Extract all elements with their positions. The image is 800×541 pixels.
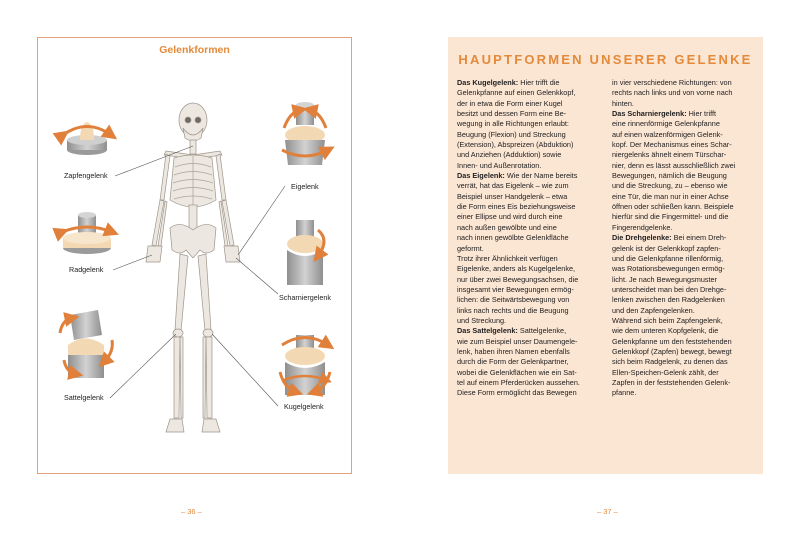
text-line: lenk, haben ihren Namen ebenfalls [457,346,570,356]
wheel-joint-icon [62,212,112,254]
section-heading: Das Eigelenk: [457,171,505,181]
text-line: links nach rechts und die Beugung [457,305,569,315]
section-heading: Die Drehgelenke: [612,233,672,243]
label-zapfengelenk: Zapfengelenk [64,171,108,180]
text-line: Die Drehgelenke: Bei einem Dreh- [612,233,727,243]
text-line: öffnen oder schließen kann. Beispiele [612,202,734,212]
text-column-left [457,78,607,399]
page-number-left: – 36 – [181,507,202,516]
text-line: Während sich beim Zapfengelenk, [612,315,723,325]
text-line: und Anziehen (Adduktion) sowie [457,150,562,160]
page-number-right: – 37 – [597,507,618,516]
text-line: Diese Form ermöglicht das Bewegen [457,388,577,398]
text-line: auf einen walzenförmigen Gelenk- [612,129,723,139]
saddle-joint-icon [60,310,112,378]
text-line: besitzt und dessen Form eine Be- [457,109,567,119]
text-line: eine rinnenförmige Gelenkpfanne [612,119,720,129]
text-line: rechts nach links und von vorne nach [612,88,733,98]
text-line: Bewegungen, nämlich die Beugung [612,171,727,181]
text-line: lenken zwischen den Radgelenken [612,295,725,305]
text-line: kopf. Der Mechanismus eines Schar- [612,140,732,150]
text-line: Beugung (Flexion) und Streckung [457,129,566,139]
text-line: was Rotationsbewegungen ermög- [612,264,725,274]
text-line: Ellen-Speichen-Gelenk zählt, der [612,367,719,377]
hinge-joint-icon [287,220,324,285]
text-line: Eigelenke, anders als Kugelgelenke, [457,264,576,274]
text-line: und die Gelenkpfanne rillenförmig, [612,253,724,263]
text-line: gelenk ist der Gelenkkopf zapfen- [612,243,721,253]
text-line: nach außen gewölbte und eine [457,222,557,232]
text-line: wie dem unteren Kopfgelenk, die [612,326,719,336]
text-line: niergelenks ähnelt einem Türschar- [612,150,727,160]
text-line: Das Eigelenk: Wie der Name bereits [457,171,578,181]
label-eigelenk: Eigelenk [291,182,319,191]
text-line: einer Ellipse und wird durch eine [457,212,563,222]
text-line: durch die Form der Gelenkpartner, [457,357,569,367]
text-line: und die Streckung, zu – ebenso wie [612,181,728,191]
text-line: (Extension), Abspreizen (Abduktion) [457,140,574,150]
text-line: unterscheidet man bei den Drehge- [612,284,727,294]
text-line: pfanne. [612,388,637,398]
section-heading: Das Sattelgelenk: [457,326,518,336]
label-kugelgelenk: Kugelgelenk [284,402,324,411]
text-column-right [612,78,762,399]
text-line: Gelenkpfanne um den feststehenden [612,336,732,346]
text-line: Gelenkkopf (Zapfen) bewegt, bewegt [612,346,732,356]
text-line: und Streckung. [457,315,507,325]
label-sattelgelenk: Sattelgelenk [64,393,104,402]
text-line: wobei die Gelenkflächen wie ein Sat- [457,367,577,377]
text-line: Zapfen in der feststehenden Gelenk- [612,377,731,387]
skeleton [146,103,240,432]
text-line: in vier verschiedene Richtungen: von [612,78,732,87]
left-page-title: Gelenkformen [159,44,230,56]
text-line: Fingerendgelenke. [612,222,673,232]
pivot-joint-icon [63,122,111,155]
text-line: wie zum Beispiel unser Daumengele- [457,336,578,346]
text-line: hinten. [612,98,634,108]
label-scharniergelenk: Scharniergelenk [279,293,331,302]
text-line: die Form eines Eis beziehungsweise [457,202,576,212]
text-line: geformt. [457,243,484,253]
text-line: tel auf einem Pferderücken aussehen. [457,377,580,387]
text-line: Das Sattelgelenk: Sattelgelenke, [457,326,567,336]
text-line: Trotz ihrer Ähnlichkeit verfügen [457,253,558,263]
section-heading: Das Scharniergelenk: [612,109,687,119]
ellipsoid-joint-icon [282,102,328,165]
ball-joint-icon [280,335,330,395]
text-line: Das Kugelgelenk: Hier trifft die [457,78,560,87]
text-line: der in etwa die Form einer Kugel [457,98,563,108]
text-line: nur über zwei Bewegungsachsen, die [457,274,579,284]
text-line: sich beim Radgelenk, zu denen das [612,357,728,367]
text-line: Gelenkpfanne auf einen Gelenkkopf, [457,88,576,98]
text-line: hierfür sind die Fingermittel- und die [612,212,729,222]
text-line: nach innen gewölbte Gelenkfläche [457,233,569,243]
text-line: lichen: die Seitwärtsbewegung von [457,295,570,305]
text-line: und den Zapfengelenken. [612,305,695,315]
text-line: nier, denn es lässt ausschließlich zwei [612,160,736,170]
right-page-title: HAUPTFORMEN UNSERER GELENKE [458,52,753,67]
text-line: Beispiel unser Handgelenk – etwa [457,191,568,201]
label-radgelenk: Radgelenk [69,265,104,274]
text-line: verrät, hat das Eigelenk – wie zum [457,181,569,191]
text-line: insgesamt vier Bewegungen ermög- [457,284,574,294]
text-line: wegung in alle Richtungen erlaubt: [457,119,569,129]
text-line: Das Scharniergelenk: Hier trifft [612,109,717,119]
text-line: Innen- und Außenrotation. [457,160,542,170]
section-heading: Das Kugelgelenk: [457,78,519,87]
text-line: eine Tür, die man nur in einer Achse [612,191,729,201]
text-line: licht. Je nach Bewegungsmuster [612,274,718,284]
